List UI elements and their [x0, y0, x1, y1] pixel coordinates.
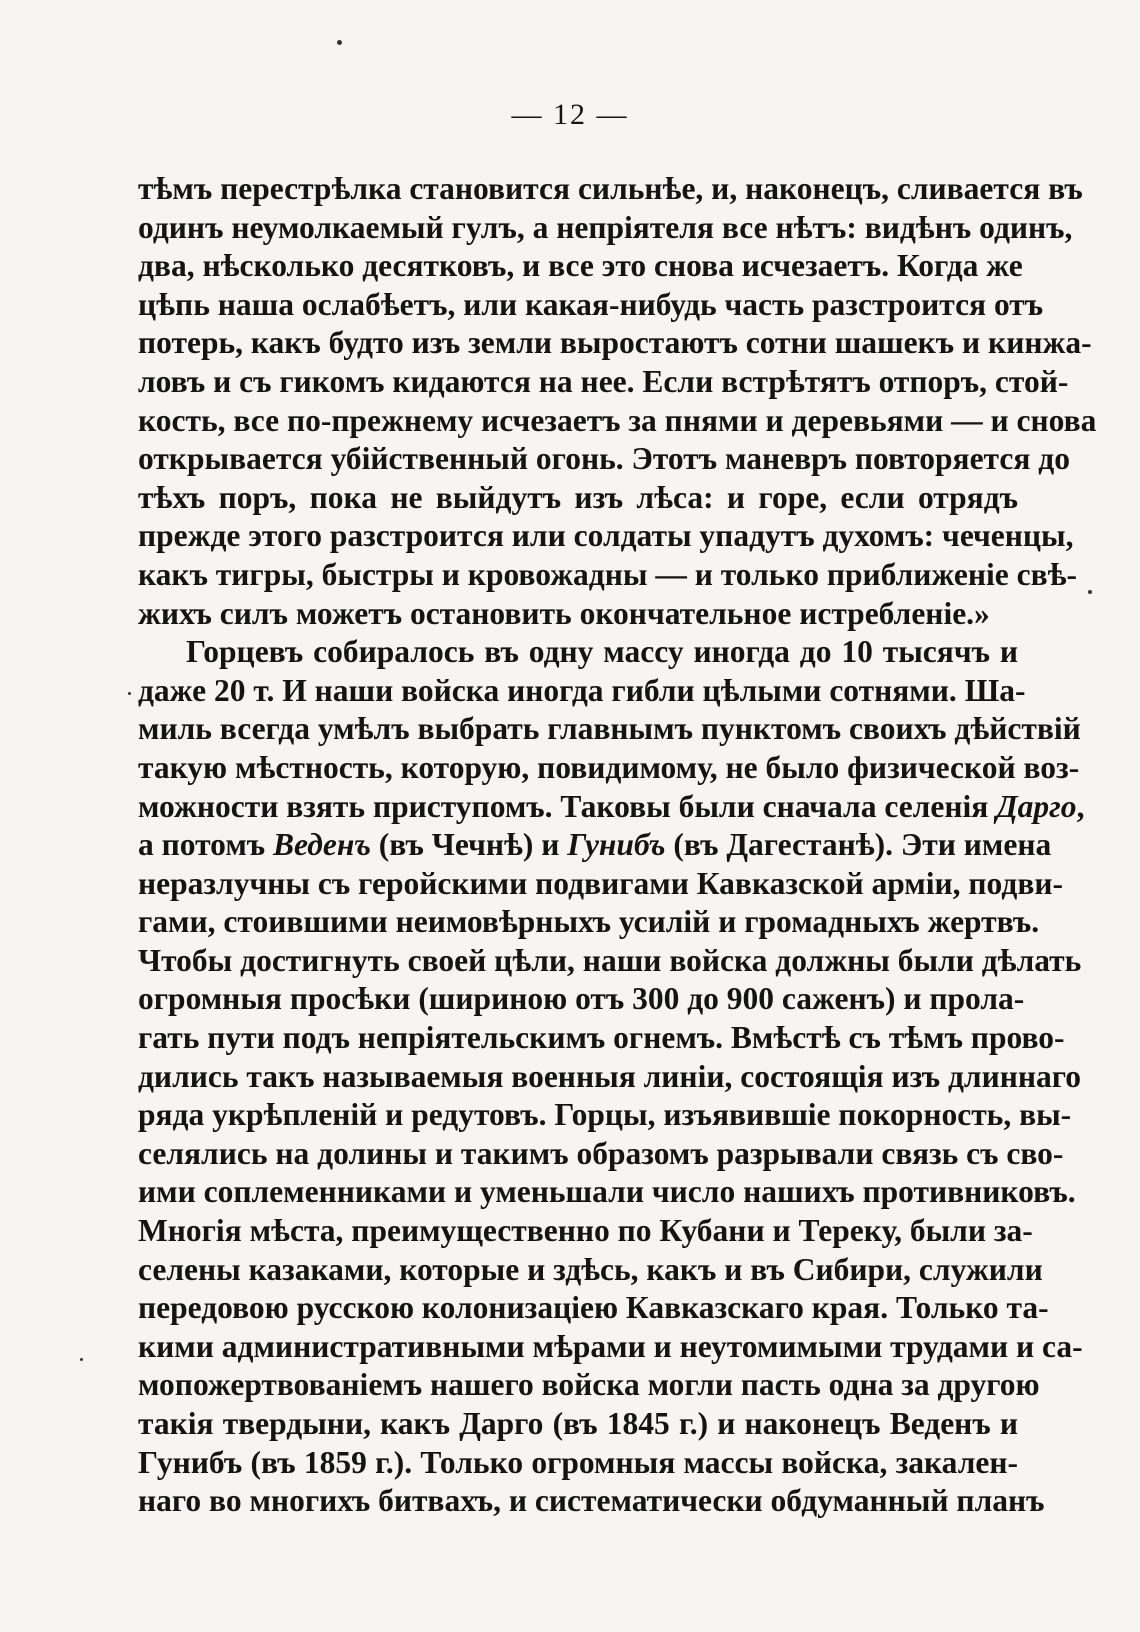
- text-line: [138, 826, 1052, 865]
- text-run: (въ Чечнѣ) и: [370, 827, 568, 863]
- scan-speck: [128, 692, 131, 695]
- scan-speck: [1088, 590, 1092, 594]
- place-name-dargo: Дарго: [996, 788, 1077, 824]
- text-run: ,: [1076, 788, 1085, 824]
- text-line: открывается убійственный огонь. Этотъ маневръ повторяется до: [138, 441, 1070, 477]
- text-line: какъ тигры, быстры и кровожадны — и только приближеніе свѣ-: [138, 556, 1077, 592]
- paragraph-1: [138, 170, 1097, 633]
- text-line: неразлучны съ геройскими подвигами Кавказской арміи, подви-: [138, 865, 1063, 901]
- text-line: мопожертвованіемъ нашего войска могли пасть одна за другою: [138, 1367, 1040, 1403]
- text-line: гать пути подъ непріятельскимъ огнемъ. Вмѣстѣ съ тѣмъ прово-: [138, 1020, 1065, 1056]
- text-line: два, нѣсколько десятковъ, и все это снова исчезаетъ. Когда же: [138, 248, 1023, 284]
- text-line: такія твердыни, какъ Дарго (въ 1845 г.) и наконецъ Веденъ и: [138, 1406, 1018, 1441]
- body-text: [138, 170, 1097, 1521]
- text-line: ловъ и съ гикомъ кидаются на нее. Если встрѣтятъ отпоръ, стой-: [138, 363, 1069, 399]
- text-line: огромныя просѣки (шириною отъ 300 до 900 саженъ) и прола-: [138, 981, 1025, 1017]
- text-line: Горцевъ собиралось въ одну массу иногда до 10 тысячъ и: [186, 634, 1018, 670]
- text-line: селены казаками, которые и здѣсь, какъ и въ Сибири, служили: [138, 1251, 1043, 1287]
- text-line: цѣпь наша ослабѣетъ, или какая-нибудь часть разстроится отъ: [138, 286, 1044, 322]
- text-line: наго во многихъ битвахъ, и систематически обдуманный планъ: [138, 1483, 1045, 1519]
- text-line: дились такъ называемыя военныя линіи, состоящія изъ длиннаго: [138, 1058, 1082, 1094]
- scan-speck: [337, 40, 342, 45]
- text-line: гами, стоившими неимовѣрныхъ усилій и громадныхъ жертвъ.: [138, 904, 1040, 940]
- scan-speck: [80, 1358, 83, 1361]
- text-run: можности взять приступомъ. Таковы были сначала селенія: [138, 788, 997, 824]
- text-line: прежде этого разстроится или солдаты упадутъ духомъ: чеченцы,: [138, 518, 1074, 554]
- text-line: тѣмъ перестрѣлка становится сильнѣе, и, наконецъ, сливается въ: [138, 171, 1083, 206]
- text-line: даже 20 т. И наши войска иногда гибли цѣлыми сотнями. Ша-: [138, 672, 1026, 708]
- text-line: передовою русскою колонизаціею Кавказскаго края. Только та-: [138, 1290, 1049, 1326]
- paragraph-2: [138, 633, 1085, 1521]
- text-line: жихъ силъ можетъ остановить окончательное истребленіе.»: [138, 595, 990, 631]
- text-line: кими административными мѣрами и неутомимыми трудами и са-: [138, 1328, 1083, 1364]
- text-line: Гунибъ (въ 1859 г.). Только огромныя массы войска, закален-: [138, 1444, 1018, 1480]
- text-line: потерь, какъ будто изъ земли выростаютъ сотни шашекъ и кинжа-: [138, 325, 1092, 361]
- text-line: тѣхъ поръ, пока не выйдутъ изъ лѣса: и горе, если отрядъ: [138, 479, 1018, 515]
- place-name-gunib: Гунибъ: [567, 827, 666, 863]
- text-line: ими соплеменниками и уменьшали число нашихъ противниковъ.: [138, 1174, 1076, 1210]
- text-line: одинъ неумолкаемый гулъ, а непріятеля все нѣтъ: видѣнъ одинъ,: [138, 209, 1073, 245]
- text-line: кость, все по-прежнему исчезаетъ за пнями и деревьями — и снова: [138, 402, 1097, 438]
- text-line: селялись на долины и такимъ образомъ разрывали связь съ сво-: [138, 1135, 1064, 1171]
- place-name-veden: Веденъ: [273, 827, 371, 863]
- text-line: ряда укрѣпленій и редутовъ. Горцы, изъявившіе покорность, вы-: [138, 1097, 1072, 1133]
- text-line: Многія мѣста, преимущественно по Кубани и Тереку, были за-: [138, 1213, 1033, 1249]
- text-line: миль всегда умѣлъ выбрать главнымъ пунктомъ своихъ дѣйствій: [138, 711, 1081, 747]
- text-line: Чтобы достигнуть своей цѣли, наши войска должны были дѣлать: [138, 942, 1082, 978]
- text-run: а потомъ: [138, 827, 274, 863]
- page-number: — 12 —: [511, 98, 629, 131]
- text-run: (въ Дагестанѣ). Эти имена: [665, 827, 1052, 863]
- text-line: [138, 788, 1085, 827]
- text-line: такую мѣстность, которую, повидимому, не было физической воз-: [138, 749, 1080, 785]
